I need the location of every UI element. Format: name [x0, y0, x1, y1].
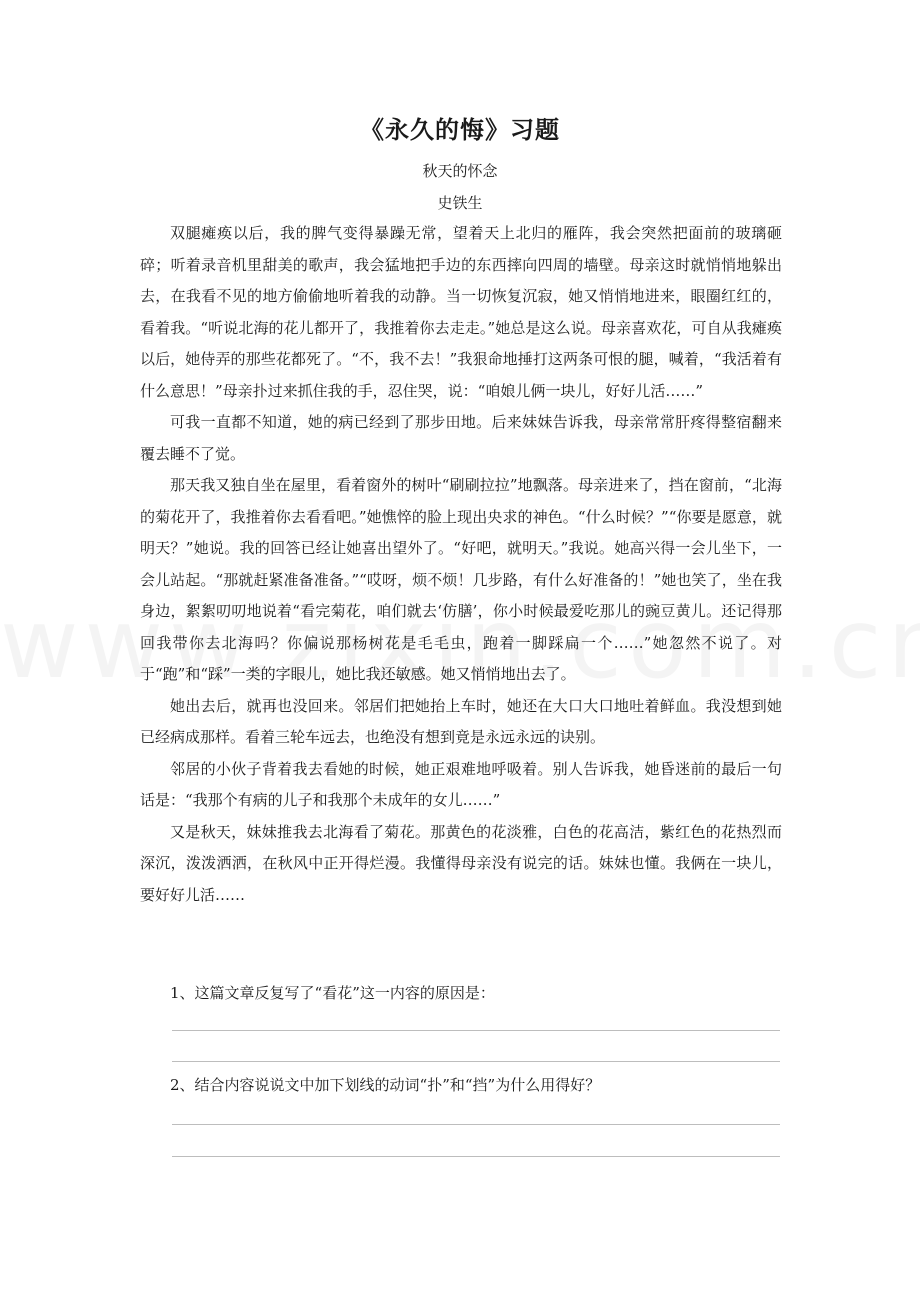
answer-line-2a [172, 1124, 780, 1125]
answer-line-1b [172, 1061, 780, 1062]
paragraph-1: 双腿瘫痪以后，我的脾气变得暴躁无常，望着天上北归的雁阵，我会突然把面前的玻璃砸碎；听着录音机里甜美的歌声，我会猛地把手边的东西摔向四周的墙壁。母亲这时就悄悄地躲出去，在我看不见的地方偷偷地听着我的动静。当一切恢复沉寂，她又悄悄地进来，眼圈红红的，看着我。“听说北海的花儿都开了，我推着你去走走。”她总是这么说。母亲喜欢花，可自从我瘫痪以后，她侍弄的那些花都死了。“不，我不去！”我狠命地捶打这两条可恨的腿，喊着，“我活着有什么意思！”母亲扑过来抓住我的手，忍住哭，说：“咱娘儿俩一块儿，好好儿活……” [140, 224, 782, 400]
question-1: 1、这篇文章反复写了“看花”这一内容的原因是： [170, 984, 495, 1002]
question-2: 2、结合内容说说文中加下划线的动词“扑”和“挡”为什么用得好？ [170, 1076, 601, 1094]
answer-line-2b [172, 1156, 780, 1157]
paragraph-6: 又是秋天，妹妹推我去北海看了菊花。那黄色的花淡雅，白色的花高洁，紫红色的花热烈而深沉，泼泼洒洒，在秋风中正开得烂漫。我懂得母亲没有说完的话。妹妹也懂。我俩在一块儿，要好好儿活…… [140, 822, 782, 904]
answer-line-1a [172, 1030, 780, 1031]
paragraph-4: 她出去后，就再也没回来。邻居们把她抬上车时，她还在大口大口地吐着鲜血。我没想到她已经病成那样。看着三轮车远去，也绝没有想到竟是永远永远的诀别。 [140, 696, 782, 746]
paragraph-2: 可我一直都不知道，她的病已经到了那步田地。后来妹妹告诉我，母亲常常肝疼得整宿翻来覆去睡不了觉。 [140, 413, 782, 463]
paragraph-5: 邻居的小伙子背着我去看她的时候，她正艰难地呼吸着。别人告诉我，她昏迷前的最后一句话是：“我那个有病的儿子和我那个未成年的女儿……” [140, 759, 782, 809]
paragraph-3: 那天我又独自坐在屋里，看着窗外的树叶“刷刷拉拉”地飘落。母亲进来了，挡在窗前，“北海的菊花开了，我推着你去看看吧。”她憔悴的脸上现出央求的神色。“什么时候？”“你要是愿意，就明天？”她说。我的回答已经让她喜出望外了。“好吧，就明天。”我说。她高兴得一会儿坐下，一会儿站起。“那就赶紧准备准备。”“哎呀，烦不烦！几步路，有什么好准备的！”她也笑了，坐在我身边，絮絮叨叨地说着“看完菊花，咱们就去‘仿膳’，你小时候最爱吃那儿的豌豆黄儿。还记得那回我带你去北海吗？你偏说那杨树花是毛毛虫，跑着一脚踩扁一个……”她忽然不说了。对于“跑”和“踩”一类的字眼儿，她比我还敏感。她又悄悄地出去了。 [140, 476, 782, 683]
section-title: 秋天的怀念 [422, 162, 498, 180]
article-body [140, 218, 782, 911]
author-name: 史铁生 [437, 194, 483, 212]
document-title: 《永久的悔》习题 [360, 115, 560, 144]
